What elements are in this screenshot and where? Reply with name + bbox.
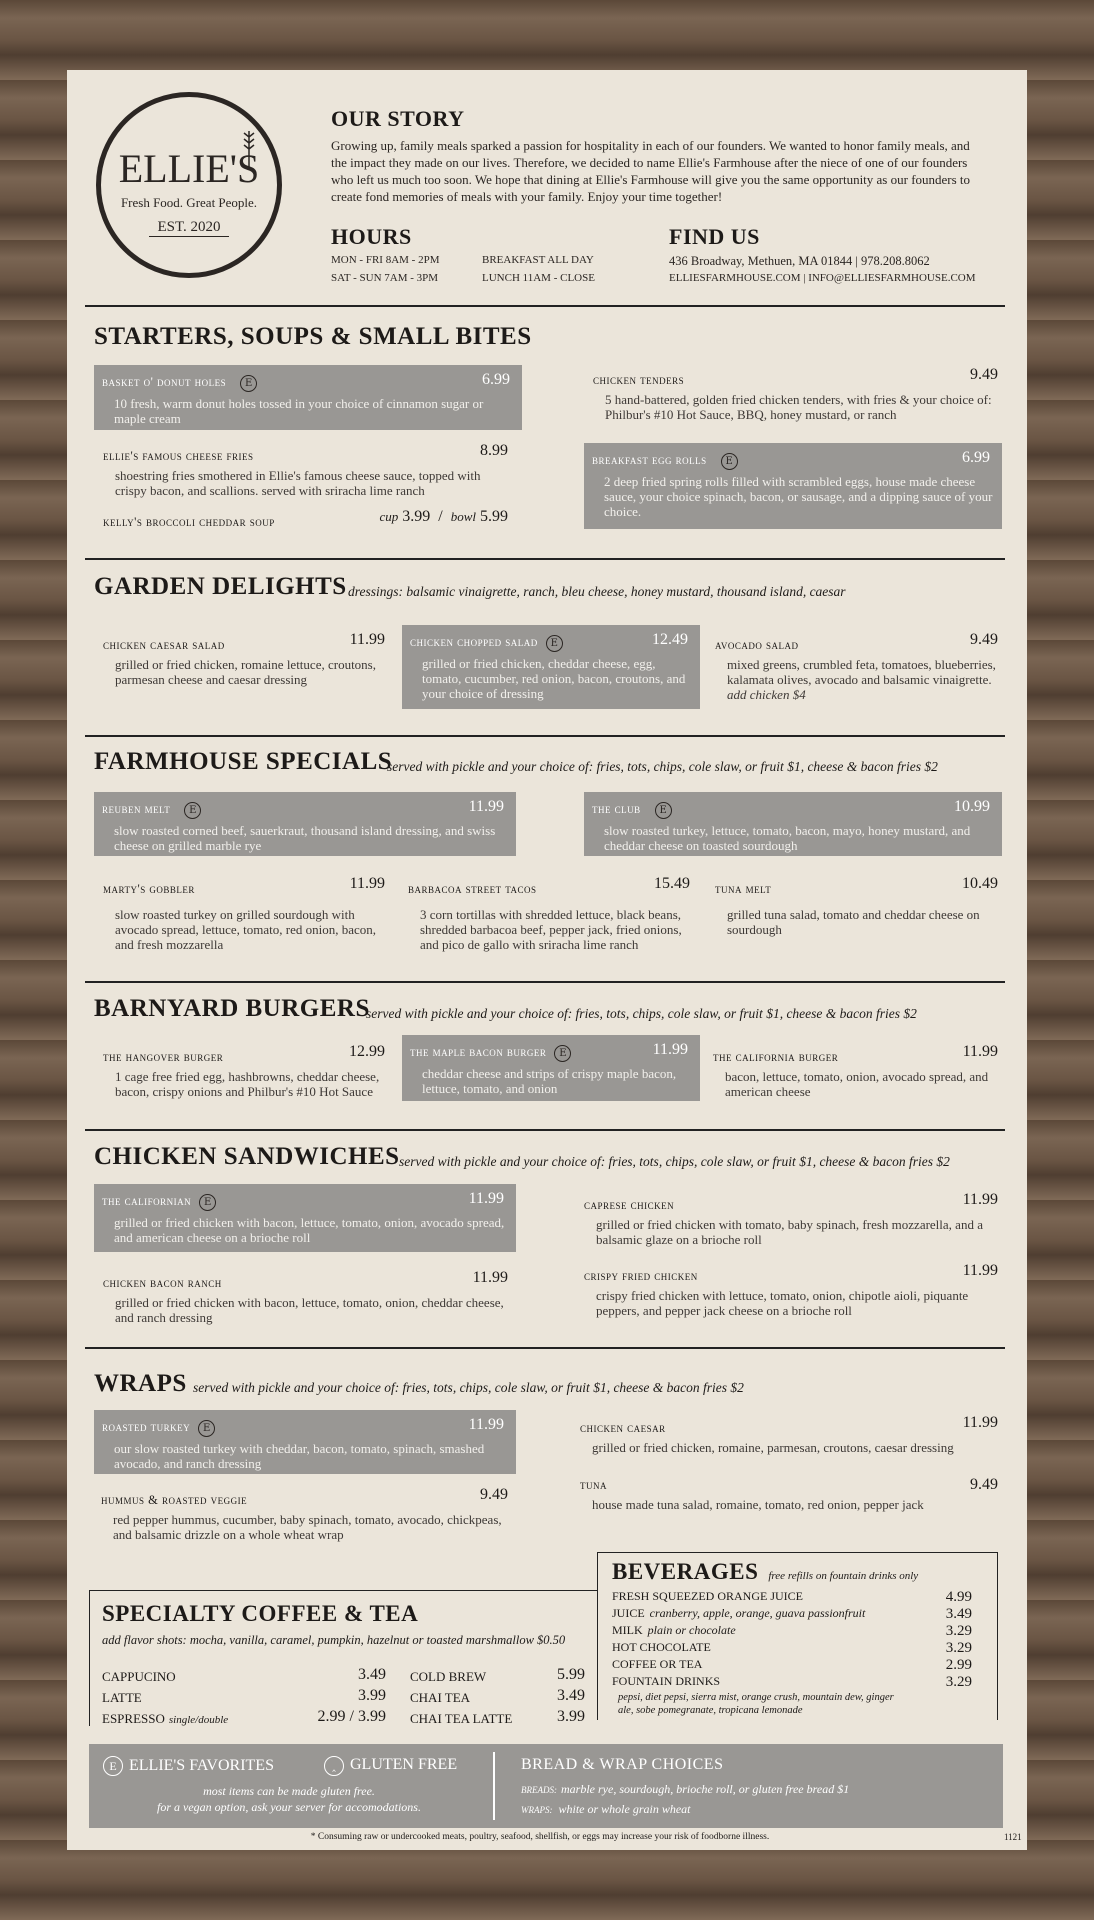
bowl-label: bowl xyxy=(450,509,476,524)
beverage-price: 3.29 xyxy=(945,1674,972,1690)
soup-price-separator: / xyxy=(438,508,443,525)
item-price: 11.99 xyxy=(468,1190,504,1207)
legend-gluten-label: GLUTEN FREE xyxy=(350,1756,458,1773)
item-price: 11.99 xyxy=(652,1041,688,1058)
specials-note: served with pickle and your choice of: fries, tots, chips, cole slaw, or fruit $1, cheese & bacon fries $2 xyxy=(387,759,938,774)
footer-disclaimer: * Consuming raw or undercooked meats, poultry, seafood, shellfish, or eggs may increase your risk of foodborne illness. xyxy=(310,1832,770,1842)
favorite-e-icon: E xyxy=(546,635,563,652)
coffee-item-name[interactable] xyxy=(102,1711,228,1727)
item-desc: slow roasted turkey, lettuce, tomato, bacon, mayo, honey mustard, and cheddar cheese on toasted sourdough xyxy=(604,823,971,853)
menu-item-barbacoa-tacos[interactable] xyxy=(408,875,690,952)
cup-label: cup xyxy=(379,509,399,524)
story-title: OUR STORY xyxy=(331,106,465,131)
item-price: 8.99 xyxy=(480,442,508,459)
item-desc: slow roasted corned beef, sauerkraut, thousand island dressing, and swiss cheese on grilled marble rye xyxy=(114,823,496,853)
footer-code: 1121 xyxy=(1004,1832,1022,1842)
item-name: chicken caesar xyxy=(580,1421,666,1435)
gluten-free-wheat-icon: ‸ xyxy=(324,1756,344,1776)
coffee-item-price: 2.99 / 3.99 xyxy=(317,1708,386,1725)
beverage-row[interactable] xyxy=(612,1589,972,1606)
hours-weekday: MON - FRI 8AM - 2PM xyxy=(331,254,440,266)
legend-favorites xyxy=(103,1756,274,1776)
item-name: crispy fried chicken xyxy=(584,1269,698,1283)
menu-item-the-club[interactable] xyxy=(584,792,1002,856)
item-name: basket o' donut holes xyxy=(102,375,227,389)
beverage-name: MILK xyxy=(612,1623,643,1637)
coffee-item-price: 3.99 xyxy=(557,1708,585,1725)
bowl-price: 5.99 xyxy=(480,508,508,525)
coffee-name-text: CAPPUCINO xyxy=(102,1669,176,1684)
menu-item-hummus-veggie[interactable] xyxy=(101,1486,508,1542)
divider xyxy=(85,305,1005,307)
item-price: 11.99 xyxy=(962,1191,998,1208)
beverages-note: free refills on fountain drinks only xyxy=(768,1570,919,1582)
beverage-row[interactable] xyxy=(612,1674,972,1691)
item-name: barbacoa street tacos xyxy=(408,882,537,896)
coffee-item-price: 5.99 xyxy=(557,1666,585,1683)
item-desc-text: mixed greens, crumbled feta, tomatoes, blueberries, kalamata olives, avocado and balsamic vinaigrette. xyxy=(727,657,996,687)
sandwiches-note: served with pickle and your choice of: fries, tots, chips, cole slaw, or fruit $1, cheese & bacon fries $2 xyxy=(399,1154,950,1169)
item-name: ellie's famous cheese fries xyxy=(103,449,254,463)
coffee-item-name[interactable] xyxy=(102,1669,176,1685)
coffee-item-price: 3.49 xyxy=(358,1666,386,1683)
beverage-name: FRESH SQUEEZED ORANGE JUICE xyxy=(612,1589,804,1603)
legend-bar xyxy=(89,1744,1003,1828)
beverage-row[interactable] xyxy=(612,1606,972,1623)
hours-title: HOURS xyxy=(331,224,412,249)
menu-item-roasted-turkey[interactable] xyxy=(94,1410,516,1474)
wheat-icon xyxy=(241,127,257,167)
item-price: 9.49 xyxy=(970,631,998,648)
wraps-label: WRAPS: xyxy=(521,1805,553,1815)
item-desc: red pepper hummus, cucumber, baby spinach, tomato, avocado, chickpeas, and balsamic drizzle on a whole wheat wrap xyxy=(113,1512,502,1542)
favorite-e-icon: E xyxy=(240,375,257,392)
legend-divider xyxy=(493,1752,495,1820)
divider xyxy=(85,981,1005,983)
item-desc: grilled or fried chicken with bacon, lettuce, tomato, onion, avocado spread, and american cheese on a brioche roll xyxy=(114,1215,505,1245)
coffee-box xyxy=(89,1590,597,1726)
item-desc: grilled or fried chicken, cheddar cheese, egg, tomato, cucumber, red onion, bacon, croutons, and your choice of dressing xyxy=(422,656,686,701)
add-chicken-note: add chicken $4 xyxy=(727,687,806,702)
divider xyxy=(85,1347,1005,1349)
logo-tagline: Fresh Food. Great People. xyxy=(120,195,258,210)
item-desc: 5 hand-battered, golden fried chicken tenders, with fries & your choice of: Philbur's #10 Hot Sauce, BBQ, honey mustard, or ranch xyxy=(605,392,992,422)
beverage-label xyxy=(612,1623,736,1640)
item-name: the californian xyxy=(102,1194,192,1208)
favorite-e-icon: E xyxy=(103,1756,123,1776)
coffee-item-name[interactable]: CHAI TEA LATTE xyxy=(410,1711,513,1726)
menu-item-hangover-burger[interactable] xyxy=(103,1043,385,1099)
item-name: reuben melt xyxy=(102,802,171,816)
menu-item-caesar-salad[interactable] xyxy=(103,631,385,687)
item-name: chicken caesar salad xyxy=(103,638,225,652)
item-price: 11.99 xyxy=(468,798,504,815)
coffee-name-text: ESPRESSO xyxy=(102,1711,165,1726)
beverage-row[interactable] xyxy=(612,1657,972,1674)
menu-item-maple-bacon-burger[interactable] xyxy=(402,1035,700,1101)
beverage-price: 3.49 xyxy=(945,1606,972,1622)
beverage-price: 3.29 xyxy=(945,1623,972,1639)
item-desc: crispy fried chicken with lettuce, tomato, onion, chipotle aioli, piquante peppers, and pepper jack cheese on a brioche roll xyxy=(596,1288,969,1318)
soup-prices xyxy=(379,508,508,526)
divider xyxy=(85,735,1005,737)
hours-lunch: LUNCH 11AM - CLOSE xyxy=(482,272,595,284)
specials-title: FARMHOUSE SPECIALS xyxy=(94,748,393,775)
menu-item-broccoli-soup[interactable] xyxy=(103,508,508,530)
burgers-note: served with pickle and your choice of: fries, tots, chips, cole slaw, or fruit $1, cheese & bacon fries $2 xyxy=(366,1006,917,1021)
garden-note: dressings: balsamic vinaigrette, ranch, bleu cheese, honey mustard, thousand island, caesar xyxy=(348,584,846,599)
beverage-label xyxy=(612,1657,702,1674)
item-price: 6.99 xyxy=(962,449,990,466)
item-desc: 10 fresh, warm donut holes tossed in your choice of cinnamon sugar or maple cream xyxy=(114,396,484,426)
item-price: 11.99 xyxy=(349,631,385,648)
beverage-row[interactable] xyxy=(612,1623,972,1640)
item-price: 15.49 xyxy=(654,875,690,892)
menu-item-wrap-chicken-caesar[interactable] xyxy=(580,1414,998,1455)
beverages-list xyxy=(612,1589,972,1691)
item-price: 11.99 xyxy=(962,1262,998,1279)
menu-item-crispy-fried-chicken[interactable] xyxy=(584,1262,998,1318)
item-desc xyxy=(715,657,998,702)
menu-item-caprese-chicken[interactable] xyxy=(584,1191,998,1247)
coffee-item-name[interactable]: CHAI TEA xyxy=(410,1690,471,1705)
item-name: marty's gobbler xyxy=(103,882,195,896)
item-name: kelly's broccoli cheddar soup xyxy=(103,515,275,529)
beverage-label xyxy=(612,1606,865,1623)
favorite-e-icon: E xyxy=(554,1045,571,1062)
item-desc: grilled tuna salad, tomato and cheddar cheese on sourdough xyxy=(727,907,980,937)
menu-item-egg-rolls[interactable] xyxy=(584,443,1002,529)
hours-breakfast: BREAKFAST ALL DAY xyxy=(482,254,594,266)
item-desc: our slow roasted turkey with cheddar, bacon, tomato, spinach, smashed avocado, and ranch dressing xyxy=(114,1441,485,1471)
item-desc: slow roasted turkey on grilled sourdough with avocado spread, lettuce, tomato, red onion, bacon, and fresh mozzarella xyxy=(115,907,376,952)
item-desc: bacon, lettuce, tomato, onion, avocado spread, and american cheese xyxy=(725,1069,989,1099)
sandwiches-title: CHICKEN SANDWICHES xyxy=(94,1143,400,1170)
item-price: 11.99 xyxy=(472,1269,508,1286)
item-name: chicken bacon ranch xyxy=(103,1276,222,1290)
item-price: 10.99 xyxy=(954,798,990,815)
menu-item-martys-gobbler[interactable] xyxy=(103,875,385,952)
beverage-name: COFFEE OR TEA xyxy=(612,1657,703,1671)
item-name: caprese chicken xyxy=(584,1198,675,1212)
item-price: 11.99 xyxy=(962,1043,998,1060)
menu-item-donut-holes[interactable] xyxy=(94,365,522,430)
coffee-name-text: LATTE xyxy=(102,1690,142,1705)
item-price: 9.49 xyxy=(970,1476,998,1493)
cup-price: 3.99 xyxy=(402,508,431,525)
hours-weekend: SAT - SUN 7AM - 3PM xyxy=(331,272,439,284)
coffee-item-name[interactable] xyxy=(102,1690,142,1706)
item-name: the hangover burger xyxy=(103,1050,224,1064)
beverage-name: HOT CHOCOLATE xyxy=(612,1640,711,1654)
item-price: 12.49 xyxy=(652,631,688,648)
item-name: the maple bacon burger xyxy=(410,1045,547,1059)
breads-text: marble rye, sourdough, brioche roll, or gluten free bread $1 xyxy=(561,1782,850,1796)
garden-title: GARDEN DELIGHTS xyxy=(94,573,347,600)
menu-item-cheese-fries[interactable] xyxy=(103,442,508,498)
item-name: avocado salad xyxy=(715,638,799,652)
item-name: breakfast egg rolls xyxy=(592,453,707,467)
beverage-row[interactable] xyxy=(612,1640,972,1657)
menu-item-avocado-salad[interactable] xyxy=(715,631,998,702)
menu-item-california-burger[interactable] xyxy=(713,1043,998,1099)
fountain-list: pepsi, diet pepsi, sierra mist, orange crush, mountain dew, ginger ale, sobe pomegranate, tropicana lemonade xyxy=(618,1692,894,1716)
favorite-e-icon: E xyxy=(721,453,738,470)
find-web: ELLIESFARMHOUSE.COM | INFO@ELLIESFARMHOUSE.COM xyxy=(669,272,976,284)
legend-favorites-label: ELLIE'S FAVORITES xyxy=(129,1757,274,1774)
coffee-title: SPECIALTY COFFEE & TEA xyxy=(102,1601,419,1626)
item-name: chicken chopped salad xyxy=(410,635,538,649)
item-price: 9.49 xyxy=(480,1486,508,1503)
coffee-item-name[interactable]: COLD BREW xyxy=(410,1669,487,1684)
favorite-e-icon: E xyxy=(184,802,201,819)
story-text: Growing up, family meals sparked a passion for hospitality in each of our founders. We wanted to honor family meals, and the impact they made on our lives. Therefore, we decided to name Ellie's Farmhouse after the niece of one of our founders who left us much too soon. We hope that dining at Ellie's Farmhouse will give you the same opportunity as our founders to create fond memories of meals with your family. Enjoy your time together! xyxy=(331,138,971,204)
legend-line2: for a vegan option, ask your server for accomodations. xyxy=(157,1800,421,1814)
wraps-note: served with pickle and your choice of: fries, tots, chips, cole slaw, or fruit $1, cheese & bacon fries $2 xyxy=(193,1380,744,1395)
coffee-sub: single/double xyxy=(168,1714,229,1726)
favorite-e-icon: E xyxy=(198,1420,215,1437)
beverage-sub: plain or chocolate xyxy=(647,1623,736,1637)
starters-title: STARTERS, SOUPS & SMALL BITES xyxy=(94,323,532,350)
menu-item-chopped-salad[interactable] xyxy=(402,625,700,709)
divider xyxy=(85,558,1005,560)
menu-item-wrap-tuna[interactable] xyxy=(580,1474,998,1512)
item-desc: grilled or fried chicken with bacon, lettuce, tomato, onion, cheddar cheese, and ranch dressing xyxy=(115,1295,504,1325)
coffee-item-price: 3.99 xyxy=(358,1687,386,1704)
item-desc: grilled or fried chicken, romaine lettuce, croutons, parmesan cheese and caesar dressing xyxy=(115,657,376,687)
beverage-sub: cranberry, apple, orange, guava passionfruit xyxy=(649,1606,866,1620)
logo-name: ELLIE'S xyxy=(118,146,260,191)
item-name: the club xyxy=(592,802,641,816)
divider xyxy=(85,1129,1005,1131)
beverages-title: BEVERAGES xyxy=(612,1559,759,1584)
coffee-item-price: 3.49 xyxy=(557,1687,585,1704)
burgers-title: BARNYARD BURGERS xyxy=(94,995,370,1022)
wraps-line xyxy=(521,1802,691,1817)
beverages-box xyxy=(597,1552,998,1720)
item-price: 11.99 xyxy=(468,1416,504,1433)
menu-item-chicken-tenders[interactable] xyxy=(593,366,998,422)
item-name: the california burger xyxy=(713,1050,839,1064)
item-desc: grilled or fried chicken, romaine, parmesan, croutons, caesar dressing xyxy=(592,1440,954,1455)
item-price: 6.99 xyxy=(482,371,510,388)
beverage-name: JUICE xyxy=(612,1606,645,1620)
menu-item-tuna-melt[interactable] xyxy=(715,875,998,937)
item-name: hummus & roasted veggie xyxy=(101,1493,248,1507)
beverage-label xyxy=(612,1589,803,1606)
item-price: 11.99 xyxy=(962,1414,998,1431)
favorite-e-icon: E xyxy=(199,1194,216,1211)
item-price: 9.49 xyxy=(970,366,998,383)
legend-gluten-free xyxy=(324,1756,457,1776)
menu-item-the-californian[interactable] xyxy=(94,1184,516,1252)
beverage-price: 2.99 xyxy=(945,1657,972,1673)
item-desc: 3 corn tortillas with shredded lettuce, black beans, shredded barbacoa beef, pepper jack, fried onions, and pico de gallo with sriracha lime ranch xyxy=(420,907,682,952)
beverage-name: FOUNTAIN DRINKS xyxy=(612,1674,721,1688)
item-price: 12.99 xyxy=(349,1043,385,1060)
breads-line xyxy=(521,1782,849,1797)
menu-item-chicken-bacon-ranch[interactable] xyxy=(103,1269,508,1325)
item-name: chicken tenders xyxy=(593,373,685,387)
beverage-label xyxy=(612,1674,720,1691)
item-name: tuna melt xyxy=(715,882,772,896)
item-name: tuna xyxy=(580,1478,607,1492)
beverage-price: 3.29 xyxy=(945,1640,972,1656)
beverage-label xyxy=(612,1640,711,1657)
breads-label: BREADS: xyxy=(521,1785,557,1795)
favorite-e-icon: E xyxy=(655,802,672,819)
menu-item-reuben-melt[interactable] xyxy=(94,792,516,856)
logo-circle xyxy=(96,92,282,278)
item-desc: grilled or fried chicken with tomato, baby spinach, fresh mozzarella, and a balsamic glaze on a brioche roll xyxy=(596,1217,983,1247)
coffee-note: add flavor shots: mocha, vanilla, caramel, pumpkin, hazelnut or toasted marshmallow $0.50 xyxy=(102,1633,566,1647)
item-price: 10.49 xyxy=(962,875,998,892)
item-price: 11.99 xyxy=(349,875,385,892)
beverage-price: 4.99 xyxy=(945,1589,972,1605)
wraps-text: white or whole grain wheat xyxy=(558,1802,691,1816)
logo-est: EST. 2020 xyxy=(149,219,229,237)
legend-line1: most items can be made gluten free. xyxy=(203,1784,375,1798)
item-desc: house made tuna salad, romaine, tomato, red onion, pepper jack xyxy=(592,1497,924,1512)
item-name: roasted turkey xyxy=(102,1420,191,1434)
item-desc: shoestring fries smothered in Ellie's famous cheese sauce, topped with crispy bacon, and scallions. served with sriracha lime ranch xyxy=(115,468,481,498)
find-title: FIND US xyxy=(669,224,760,249)
item-desc: 2 deep fried spring rolls filled with scrambled eggs, house made cheese sauce, your choice spinach, bacon, or sausage, and a dipping sauce of your choice. xyxy=(604,474,993,519)
item-desc: 1 cage free fried egg, hashbrowns, cheddar cheese, bacon, crispy onions and Philbur's #10 Hot Sauce xyxy=(115,1069,380,1099)
wraps-title: WRAPS xyxy=(94,1370,187,1397)
item-desc: cheddar cheese and strips of crispy maple bacon, lettuce, tomato, and onion xyxy=(422,1066,677,1096)
find-address: 436 Broadway, Methuen, MA 01844 | 978.208.8062 xyxy=(669,254,930,268)
bread-title: BREAD & WRAP CHOICES xyxy=(521,1756,724,1773)
